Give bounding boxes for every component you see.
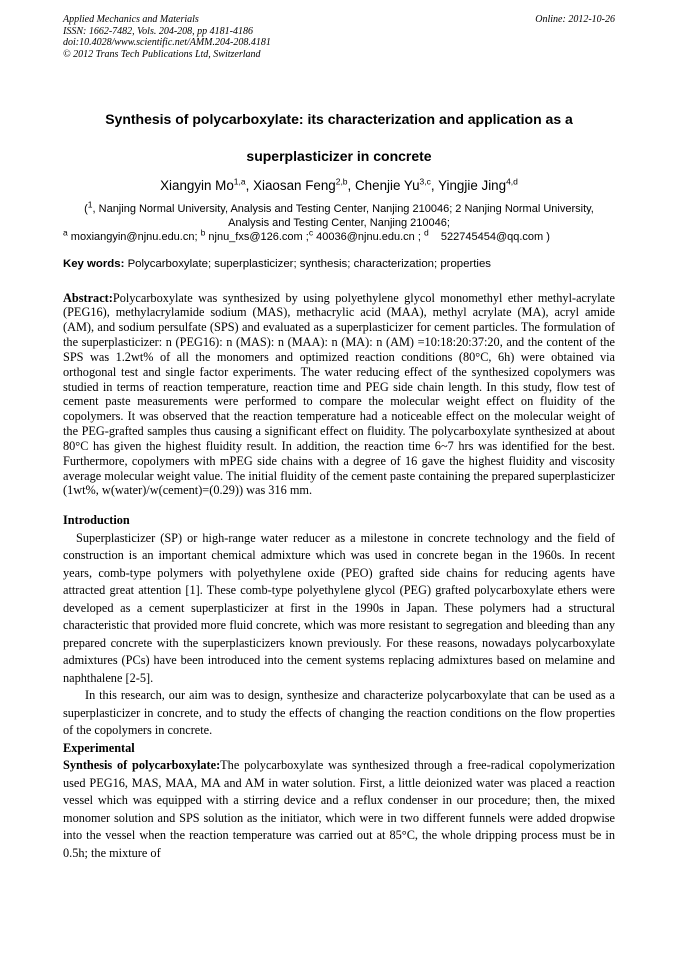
affil-open-paren: ( [84, 203, 88, 215]
keywords-label: Key words: [63, 257, 125, 270]
email-b: njnu_fxs@126.com ; [205, 231, 309, 243]
email-mark: a [63, 227, 68, 238]
email-mark: c [308, 227, 314, 238]
email-d: 522745454@qq.com ) [428, 231, 550, 243]
abstract-label: Abstract: [63, 290, 113, 305]
synthesis-paragraph [63, 757, 615, 862]
author-emails [63, 227, 615, 245]
journal-meta [63, 14, 271, 60]
synthesis-text: The polycarboxylate was synthesized through a free-radical copolymerization used PEG16, MAS, MAA, MA and AM in water solution. First, a little deionized water was placed a reaction vessel which was equipped with a stirring device and a reflux condenser in our procedure; then, the mixed monomer solution and SPS solution as the initiator, which were in two different funnels were added dropwise into the vessel when the reaction temperature was carried out at 85°C, the whole dripping process must be in 0.5h; the mixture of [63, 758, 615, 860]
introduction-paragraph-2: In this research, our aim was to design, synthesize and characterize polycarboxylate that can be used as a superplasticizer in concrete, and to study the effects of changing the reaction conditions on the flow properties of the copolymers in concrete. [63, 688, 615, 738]
author-name: Chenjie Yu [355, 178, 420, 193]
paper-title: Synthesis of polycarboxylate: its characterization and application as a superplasticizer in concrete [105, 111, 573, 164]
issn-line: ISSN: 1662-7482, Vols. 204-208, pp 4181-4186 [63, 25, 253, 37]
doi-line: doi:10.4028/www.scientific.net/AMM.204-208.4181 [63, 37, 271, 48]
author-affil-mark: 1,a [233, 176, 246, 187]
keywords-text: Polycarboxylate; superplasticizer; synthesis; characterization; properties [124, 257, 491, 270]
keywords [63, 257, 615, 272]
introduction-paragraph-1: Superplasticizer (SP) or high-range water reducer as a milestone in concrete technology and the field of construction is an important chemical admixture which was used in concrete began in the 1960s. In recent years, comb-type polymers with polyethylene oxide (PEO) grafted side chains for reducing agents have attracted great attention [1]. These comb-type polyethylene glycol (PEG) grafted polycarboxylate ethers were developed as a cement superplasticizer at first in the 1990s in Japan. These polymers had a structural characteristic that provided more fluid concrete, which was more resistant to segregation and bleeding than any prepared concrete with the superplasticizers known previously. For these reasons, nowadays polycarboxylate admixtures (PCs) have been introduced into the cement systems replacing admixtures based on melamine and naphthalene [2-5]. [63, 530, 615, 685]
author-name: Xiaosan Feng [253, 178, 336, 193]
copyright-line: © 2012 Trans Tech Publications Ltd, Switzerland [63, 48, 261, 60]
abstract-text: Polycarboxylate was synthesized by using polyethylene glycol monomethyl ether methyl-acrylate (PEG16), methylacrylamide sodium (MAS), methacrylic acid (MAA), methyl acrylate (MA), acryl amide (AM), and sodium persulfate (SPS) and evaluated as a superplasticizer for cement particles. The formulation of the superplasticizer: n (PEG16): n (MAS): n (MAA): n (MA): n (AM) =10:18:20:37:20, and the content of the SPS was 1.2wt% of all the monomers and optimized reaction conditions (80°C, 6h) were obtained via orthogonal test and single factor experiments. The water reducing effect of the synthesized copolymers was studied in terms of reaction temperature, reaction time and PEG side chain length. In this study, flow test of cement paste measurements were performed to compare the molecular weight effect on fluidity of the copolymers. It was observed that the reaction temperature had a noticeable effect on the molecular weight of the PEG-grafted samples thus causing a significant effect on fluidity. The polycarboxylate synthesized at about 80°C has given the highest fluidity result. In addition, the reaction time 6~7 hrs was identified for the best. Furthermore, copolymers with mPEG side chains with a degree of 16 gave the highest fluidity and viscosity average molecular weight value. The initial fluidity of the cement paste containing the prepared superplasticizer (1wt%, w(water)/w(cement)=(0.29)) was 316 mm. [63, 290, 615, 498]
author-name: Xiangyin Mo [160, 178, 234, 193]
synthesis-label: Synthesis of polycarboxylate: [63, 758, 221, 773]
abstract [63, 291, 615, 499]
author-list: Xiangyin Mo$^{1,a}$, Xiaosan Feng$^{2,b}$, Chenjie Yu$^{3,c}$, Yingjie Jing$^{4,d}$ [160, 176, 518, 193]
introduction-heading: Introduction [63, 513, 130, 528]
author-affil-mark: 2,b [335, 176, 348, 187]
email-mark: d [423, 227, 429, 238]
affiliations [63, 199, 615, 230]
affil-mark: 1 [87, 199, 93, 210]
journal-name: Applied Mechanics and Materials [63, 14, 199, 25]
running-header [63, 14, 615, 60]
author-name: Yingjie Jing [438, 178, 507, 193]
email-mark: b [200, 227, 206, 238]
email-a: moxiangyin@njnu.edu.cn; [67, 231, 201, 243]
email-c: 40036@njnu.edu.cn ; [313, 231, 424, 243]
author-affil-mark: 4,d [506, 176, 518, 187]
experimental-heading: Experimental [63, 740, 135, 755]
online-date: Online: 2012-10-26 [535, 14, 615, 25]
author-affil-mark: 3,c [419, 176, 431, 187]
affil-text: , Nanjing Normal University, Analysis and Testing Center, Nanjing 210046; 2 Nanjing Normal University, Analysis and Testing Center, Nanjing 210046; [92, 203, 594, 229]
